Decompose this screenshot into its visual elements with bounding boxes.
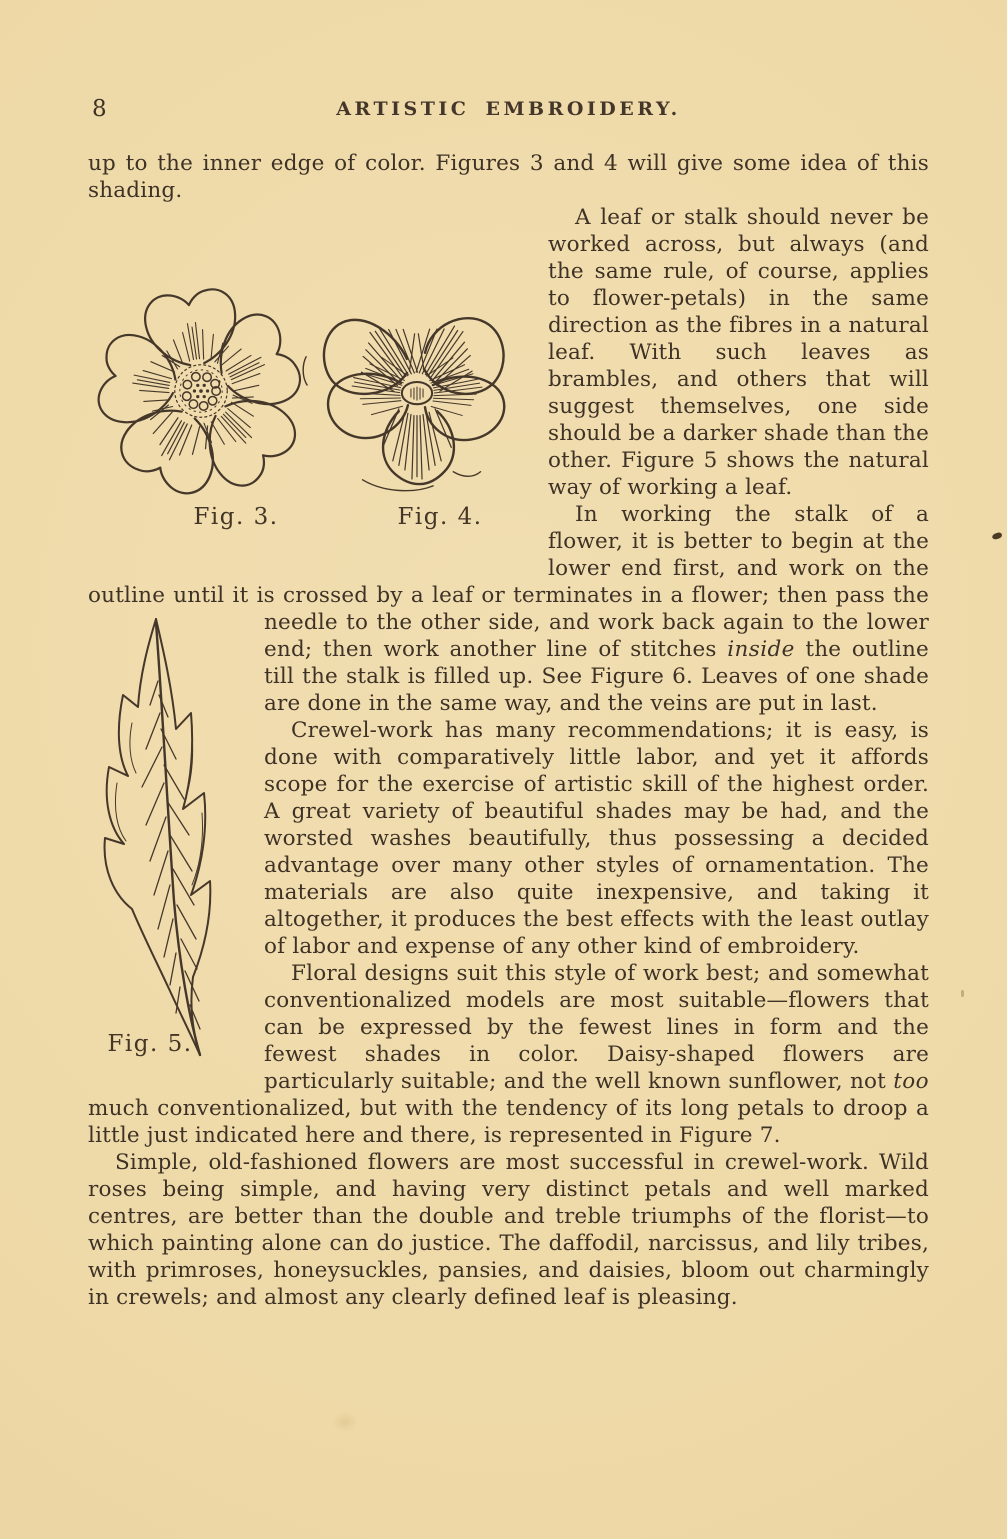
faint-mark <box>961 990 964 997</box>
figure-5-caption: Fig. 5. <box>107 1031 193 1057</box>
figure-4-caption: Fig. 4. <box>397 504 483 530</box>
figure-5-block <box>92 611 250 1073</box>
paragraph-floral-designs-start: Floral designs suit this style of work best; and somewhat conventionalized models are most suitable—flowers that can be expressed by the fewest lines in form and the fewest shades in color. Daisy-shaped flowers are particularly suitable; and the well known sunflower, not <box>264 961 929 1094</box>
paragraph-working-stalk-continued: and work back again to the lower end; then work another line of stitches <box>264 610 929 662</box>
page-header <box>88 96 929 126</box>
paragraph-working-stalk-end: the outline till the stalk is filled up. See Figure 6. Leaves of one shade are done in the same way, and the veins are put in last. <box>264 637 929 716</box>
italic-inside: inside <box>727 637 795 662</box>
paragraph-leaf-or-stalk: A leaf or stalk should never be worked across, but always (and the same rule, of course, applies to flower-petals) in the same direction as the fibres in a natural leaf. With such leaves as brambles, and others that will suggest themselves, one side should be a darker shade than the other. Figure 5 shows the natural way of working a leaf. <box>548 205 929 500</box>
paragraph-shading: up to the inner edge of color. Figures 3 and 4 will give some idea of this shading. <box>88 151 929 203</box>
paragraph-working-stalk-start: In working the stalk of a flower, it is better to begin at the lower end first, and work on the outline until it is crossed by a leaf or terminates in a flower; then pass the needle to the other side, <box>88 502 929 635</box>
paper-smudge <box>332 1412 358 1432</box>
serrated-leaf-illustration <box>96 611 246 1059</box>
paragraph-floral-designs-end: much conventionalized, but with the tendency of its long petals to droop a little just indicated here and there, is represented in Figure 7. <box>88 1096 929 1148</box>
paragraph-crewel-work: Crewel-work has many recommendations; it is easy, is done with comparatively little labor, and yet it affords scope for the exercise of artistic skill of the highest order. A great variety of beautiful shades may be had, and the worsted washes beautifully, thus possessing a decided advantage over many other styles of ornamentation. The materials are also quite inexpensive, and taking it altogether, it produces the best effects with the least outlay of labor and expense of any other kind of embroidery. <box>264 718 929 959</box>
running-title: ARTISTIC EMBROIDERY. <box>336 98 681 120</box>
page-body <box>88 150 929 1311</box>
ink-speck <box>991 532 1002 540</box>
figure-3-caption: Fig. 3. <box>193 504 279 530</box>
page-number: 8 <box>92 96 107 122</box>
pansy-illustration <box>302 260 534 504</box>
figure-group-3-4 <box>88 204 540 566</box>
wild-rose-illustration <box>90 274 312 502</box>
paragraph-simple-flowers: Simple, old-fashioned flowers are most successful in crewel-work. Wild roses being simple, and having very distinct petals and well marked centres, are better than the double and treble triumphs of the florist—to which painting alone can do justice. The daffodil, narcissus, and lily tribes, with primroses, honeysuckles, pansies, and daisies, bloom out charmingly in crewels; and almost any clearly defined leaf is pleasing. <box>88 1150 929 1310</box>
italic-too: too <box>893 1069 929 1094</box>
